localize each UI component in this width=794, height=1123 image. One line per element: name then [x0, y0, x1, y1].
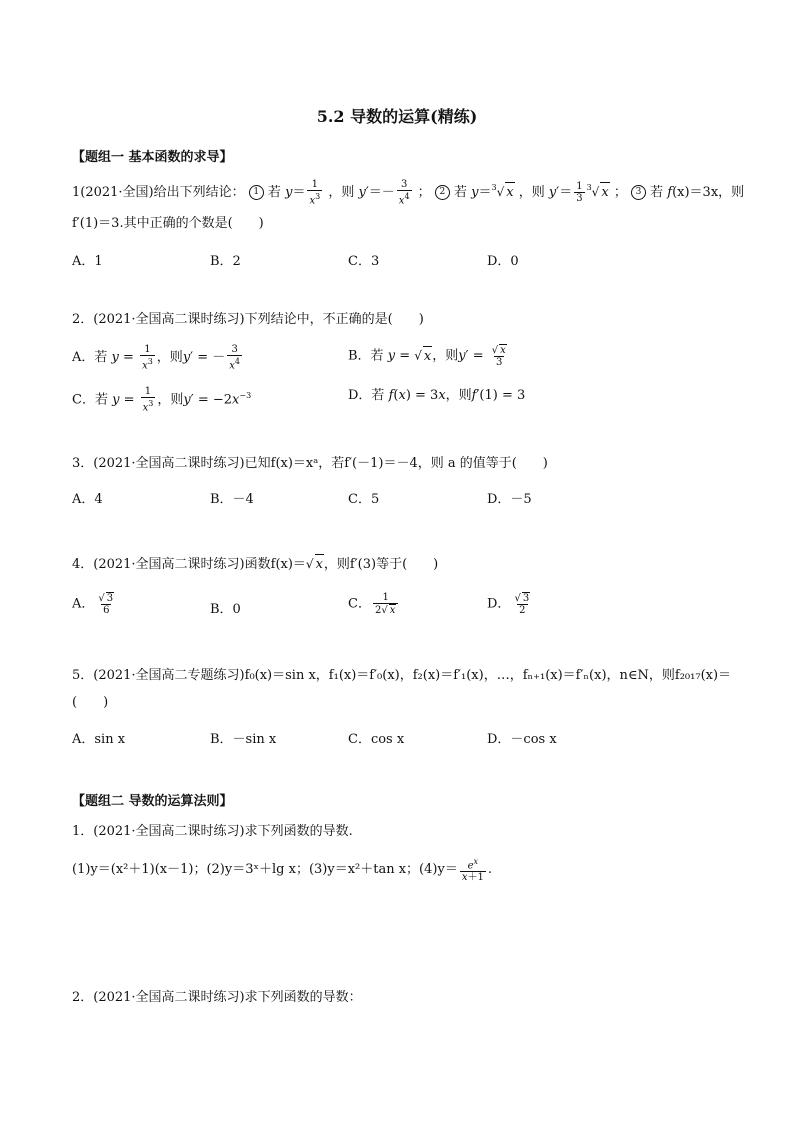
- q1-c3-text: 若: [650, 185, 664, 200]
- q1-option-c: C．3: [348, 254, 380, 269]
- question-5-stem: 5．(2021·全国高二专题练习)f₀(x)＝sin x，f₁(x)＝f′₀(x)，f₂(x)＝f′₁(x)，…，fₙ₊₁(x)＝f′ₙ(x)，n∈N，则f₂₀₁₇(x)＝: [72, 668, 732, 683]
- q2-option-d: D．若 f(x) = 3x，则f′(1) = 3: [348, 388, 526, 403]
- q2-b-then: ，则: [432, 348, 459, 364]
- q4-option-b: B．0: [210, 602, 241, 617]
- q1-c3-then: (x)＝3x，则: [672, 185, 745, 200]
- fraction-sqrtx-over-3: $\frac{√ x}{3}$: [491, 345, 506, 368]
- fraction-ex-over-x-plus-1: $\frac{e^x}{x+1}$: [461, 857, 484, 884]
- section-header-group2: 【题组二 导数的运算法则】: [72, 794, 233, 809]
- q1-c1-then: ，则: [328, 185, 355, 200]
- question-1-line2: f′(1)＝3.其中正确的个数是( ): [72, 216, 264, 231]
- fraction-3-over-x4: $\frac{3}{x^4}$: [398, 178, 410, 207]
- q5-option-b: B．－sin x: [210, 732, 277, 747]
- q2-a-then: ，则: [156, 350, 183, 366]
- q2-option-c: C．若 y = $\frac{1}{x^3}$ ，则$y' = -2x^{-3}$: [72, 386, 252, 414]
- circled-two-icon: 2: [435, 185, 450, 200]
- q4-option-c: [348, 592, 400, 616]
- q5-option-c: C．cos x: [348, 732, 405, 747]
- fraction-1-over-x3: $\frac{1}{x^3}$: [142, 386, 154, 414]
- group2-question-2-stem: 2．(2021·全国高二课时练习)求下列函数的导数：: [72, 990, 362, 1005]
- q2-a-label: A．若: [72, 350, 108, 366]
- q4-d-label: D．: [487, 596, 511, 612]
- q3-option-b: B．－4: [210, 492, 254, 507]
- q2-c-then: ，则: [157, 392, 184, 408]
- g2q1-parts-text: (1)y＝(x²＋1)(x－1)；(2)y＝3ˣ＋lg x；(3)y＝x²＋tan x；(4)y＝: [72, 862, 458, 878]
- group2-question-1-stem: 1．(2021·全国高二课时练习)求下列函数的导数.: [72, 824, 353, 839]
- circled-three-icon: 3: [631, 185, 646, 200]
- q4-a-label: A．: [72, 596, 95, 612]
- question-4-stem: 4．(2021·全国高二课时练习)函数f(x)＝√ x，则f′(3)等于( ): [72, 554, 438, 575]
- fraction-1-over-x3: $\frac{1}{x^3}$: [309, 178, 321, 207]
- group2-question-1-parts: (1)y＝(x²＋1)(x－1)；(2)y＝3ˣ＋lg x；(3)y＝x²＋tan x；(4)y＝ $\frac{e^x}{x+1}$ .: [72, 857, 492, 884]
- q4-stem-a: 4．(2021·全国高二课时练习)函数f(x)＝: [72, 557, 306, 572]
- fraction-1-over-x3: $\frac{1}{x^3}$: [142, 344, 153, 372]
- q2-d-then: ，则: [445, 388, 472, 403]
- q2-option-a: A．若 y = $\frac{1}{x^3}$ ，则y′ = － $\frac{3}{x^4}$: [72, 344, 241, 372]
- fraction-1-over-2sqrtx: $\frac{1}{2√ x}$: [373, 592, 398, 616]
- q3-option-d: D．－5: [487, 492, 532, 507]
- q3-option-a: A．4: [72, 492, 103, 507]
- q1-c2-text: 若: [453, 185, 467, 200]
- q2-b-label: B．若: [348, 348, 384, 364]
- question-3-stem: 3．(2021·全国高二课时练习)已知f(x)＝xᵃ，若f′(－1)＝－4，则 a 的值等于( ): [72, 456, 548, 471]
- q1-option-d: D．0: [487, 254, 519, 269]
- q1-sep-2: ；: [613, 185, 627, 200]
- q2-c-label: C．若: [72, 392, 108, 408]
- q1-prefix: 1(2021·全国)给出下列结论：: [72, 185, 245, 200]
- page-title: 5.2 导数的运算(精练): [316, 107, 478, 126]
- question-5-line2: ( ): [72, 695, 109, 710]
- fraction-1-over-3: $\frac{1}{3}$: [576, 181, 583, 204]
- q1-sep-1: ；: [417, 185, 431, 200]
- question-1-stem: 1(2021·全国)给出下列结论： 1 若 y＝ $\frac{1}{x^3}$ ，则 y′＝－ $\frac{3}{x^4}$ ； 2 若 y＝$^3$√ x ，则 y′＝ $\frac{1}{3}$ $^3$√ x ； 3 若 f(x)＝3x，则: [72, 178, 745, 207]
- q4-option-a: [72, 592, 118, 616]
- q4-c-label: C．: [348, 596, 371, 612]
- q5-option-a: A．sin x: [72, 732, 126, 747]
- q4-stem-b: ，则f′(3)等于( ): [323, 557, 439, 572]
- section-header-group1: 【题组一 基本函数的求导】: [72, 150, 233, 165]
- q1-option-b: B．2: [210, 254, 241, 269]
- q2-d-label: D．若: [348, 388, 385, 403]
- q5-option-d: D．－cos x: [487, 732, 557, 747]
- question-2-stem: 2．(2021·全国高二课时练习)下列结论中，不正确的是( ): [72, 312, 424, 327]
- q4-option-d: [487, 592, 534, 616]
- q2-option-b: B．若 y = √ x，则y′ = $\frac{√ x}{3}$: [348, 344, 511, 368]
- circled-one-icon: 1: [249, 185, 264, 200]
- fraction-sqrt3-over-6: $\frac{√ 3}{6}$: [98, 593, 114, 616]
- q3-option-c: C．5: [348, 492, 380, 507]
- q1-c2-then: ，则: [518, 185, 545, 200]
- fraction-sqrt3-over-2: $\frac{√ 3}{2}$: [514, 593, 530, 616]
- fraction-3-over-x4: $\frac{3}{x^4}$: [229, 344, 241, 372]
- q1-c1-text: 若: [267, 185, 281, 200]
- q1-option-a: A．1: [72, 254, 103, 269]
